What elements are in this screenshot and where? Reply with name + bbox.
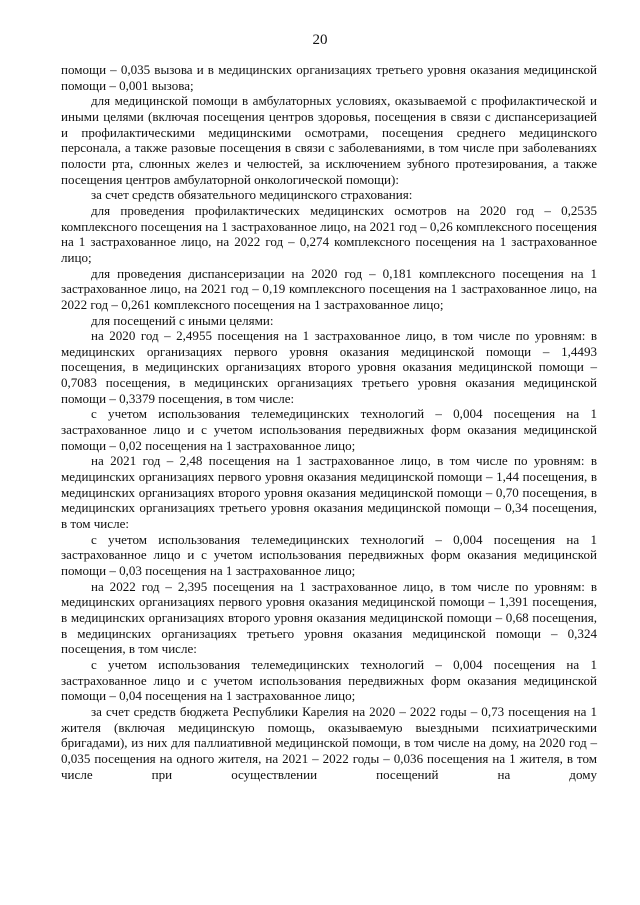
- page-number: 20: [312, 32, 328, 48]
- paragraph: на 2022 год – 2,395 посещения на 1 застрахованное лицо, в том числе по уровням: в медицинских организациях первого уровня оказания медицинской помощи – 1,391 посещения, в медицинских организациях второго уровня оказания медицинской помощи – 0,68 посещения, в медицинских организациях третьего уровня оказания медицинской помощи – 0,324 посещения, в том числе:: [61, 578, 597, 657]
- paragraph: на 2021 год – 2,48 посещения на 1 застрахованное лицо, в том числе по уровням: в медицинских организациях первого уровня оказания медицинской помощи – 1,44 посещения, в медицинских организациях второго уровня оказания медицинской помощи – 0,70 посещения, в медицинских организациях третьего уровня оказания медицинской помощи – 0,34 посещения, в том числе:: [61, 453, 597, 532]
- paragraph: с учетом использования телемедицинских технологий – 0,004 посещения на 1 застрахованное лицо и с учетом использования передвижных форм оказания медицинской помощи – 0,03 посещения на 1 застрахованное лицо;: [61, 531, 597, 578]
- paragraph: с учетом использования телемедицинских технологий – 0,004 посещения на 1 застрахованное лицо и с учетом использования передвижных форм оказания медицинской помощи – 0,02 посещения на 1 застрахованное лицо;: [61, 406, 597, 453]
- paragraph: для проведения профилактических медицинских осмотров на 2020 год – 0,2535 комплексного посещения на 1 застрахованное лицо, на 2021 год – 0,26 комплексного посещения на 1 застрахованное лицо, на 2022 год – 0,274 комплексного посещения на 1 застрахованное лицо;: [61, 202, 597, 265]
- paragraph: с учетом использования телемедицинских технологий – 0,004 посещения на 1 застрахованное лицо и с учетом использования передвижных форм оказания медицинской помощи – 0,04 посещения на 1 застрахованное лицо;: [61, 656, 597, 704]
- paragraph: для медицинской помощи в амбулаторных условиях, оказываемой с профилактической и иными целями (включая посещения центров здоровья, посещения в связи с диспансеризацией и профилактическими медицинскими осмотрами, посещения среднего медицинского персонала, а также разовые посещения в связи с заболеваниями, в том числе при заболеваниях полости рта, слюнных желез и челюстей, за исключением зубного протезирования, а также посещения центров амбулаторной онкологической помощи):: [61, 93, 597, 187]
- paragraph: для проведения диспансеризации на 2020 год – 0,181 комплексного посещения на 1 застрахованное лицо, на 2021 год – 0,19 комплексного посещения на 1 застрахованное лицо, на 2022 год – 0,261 комплексного посещения на 1 застрахованное лицо;: [61, 265, 597, 312]
- paragraph: за счет средств обязательного медицинского страхования:: [91, 187, 413, 203]
- document-body: [61, 62, 597, 782]
- paragraph: для посещений с иными целями:: [91, 312, 274, 328]
- paragraph: на 2020 год – 2,4955 посещения на 1 застрахованное лицо, в том числе по уровням: в медицинских организациях первого уровня оказания медицинской помощи – 1,4493 посещения, в медицинских организациях второго уровня оказания медицинской помощи – 0,7083 посещения, в медицинских организациях третьего уровня оказания медицинской помощи – 0,3379 посещения, в том числе:: [61, 328, 597, 406]
- paragraph: помощи – 0,035 вызова и в медицинских организациях третьего уровня оказания медицинской помощи – 0,001 вызова;: [61, 62, 597, 93]
- paragraph: за счет средств бюджета Республики Карелия на 2020 – 2022 годы – 0,73 посещения на 1 жителя (включая медицинскую помощь, оказываемую выездными психиатрическими бригадами), из них для паллиативной медицинской помощи, в том числе на дому, на 2020 год – 0,035 посещения на одного жителя, на 2021 – 2022 годы – 0,036 посещения на 1 жителя, в том числе при осуществлении посещений на дому: [61, 703, 597, 782]
